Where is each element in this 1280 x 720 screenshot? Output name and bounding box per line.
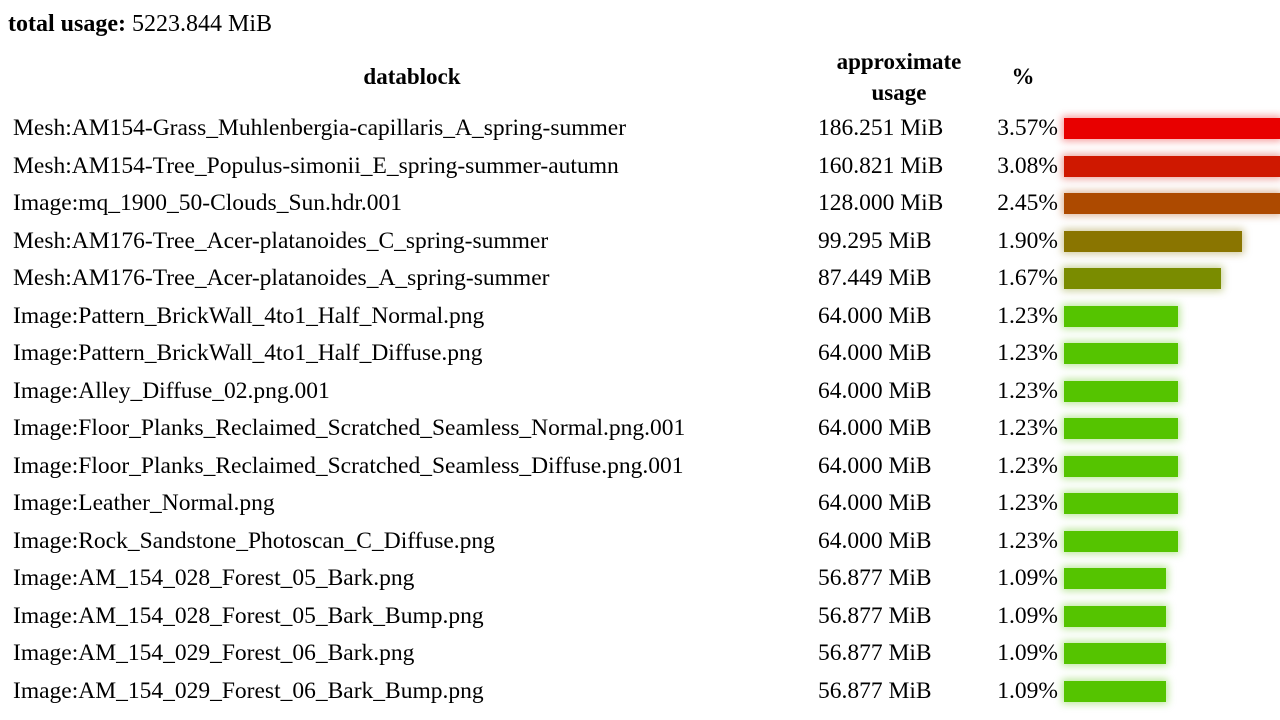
- datablock-name: Image:AM_154_029_Forest_06_Bark_Bump.png: [13, 677, 484, 704]
- datablock-name: Mesh:AM154-Tree_Populus-simonii_E_spring-summer-autumn: [13, 152, 619, 179]
- usage-bar: [1064, 531, 1178, 552]
- column-header-usage: [808, 46, 990, 108]
- total-usage-value: 5223.844 MiB: [131, 11, 272, 37]
- percent-value: 1.23%: [997, 415, 1058, 441]
- usage-bar: [1064, 156, 1280, 177]
- table-row: [0, 260, 1280, 298]
- percent-value: 1.23%: [997, 340, 1058, 366]
- usage-bar: [1064, 606, 1166, 627]
- usage-bar: [1064, 568, 1166, 589]
- percent-value: 1.23%: [997, 452, 1058, 479]
- percent-value: 1.09%: [997, 677, 1058, 704]
- datablock-name: Image:Pattern_BrickWall_4to1_Half_Diffuse.png: [13, 340, 483, 366]
- datablock-name: Image:Floor_Planks_Reclaimed_Scratched_Seamless_Normal.png.001: [13, 415, 686, 441]
- column-header-usage-line1: approximate: [836, 49, 962, 74]
- usage-value: 56.877 MiB: [818, 640, 932, 666]
- usage-bar: [1064, 456, 1178, 477]
- table-row: [0, 448, 1280, 486]
- usage-value: 64.000 MiB: [818, 415, 932, 441]
- usage-value: 87.449 MiB: [818, 265, 932, 291]
- usage-value: 128.000 MiB: [818, 190, 944, 216]
- percent-value: 1.23%: [997, 490, 1058, 516]
- percent-value: 1.09%: [997, 602, 1058, 629]
- usage-bar: [1064, 343, 1178, 364]
- percent-value: 1.23%: [997, 302, 1058, 329]
- total-usage-label: total usage:: [8, 11, 126, 37]
- percent-value: 1.09%: [997, 640, 1058, 666]
- percent-value: 1.23%: [997, 527, 1058, 554]
- usage-bar: [1064, 306, 1178, 327]
- percent-value: 1.90%: [997, 227, 1058, 254]
- usage-value: 56.877 MiB: [818, 602, 932, 629]
- datablock-name: Image:AM_154_028_Forest_05_Bark.png: [13, 565, 415, 591]
- usage-bar: [1064, 418, 1178, 439]
- table-row: [0, 410, 1280, 448]
- usage-bar: [1064, 643, 1166, 664]
- table-row: [0, 373, 1280, 411]
- datablock-name: Image:AM_154_029_Forest_06_Bark.png: [13, 640, 415, 666]
- usage-bar: [1064, 231, 1242, 252]
- percent-value: 2.45%: [997, 190, 1058, 216]
- usage-bar: [1064, 118, 1280, 139]
- percent-value: 1.23%: [997, 377, 1058, 404]
- usage-bar: [1064, 193, 1280, 214]
- percent-value: 1.67%: [997, 265, 1058, 291]
- datablock-name: Image:Pattern_BrickWall_4to1_Half_Normal.png: [13, 302, 485, 329]
- usage-value: 64.000 MiB: [818, 452, 932, 479]
- column-header-percent: %: [1011, 64, 1035, 89]
- datablock-name: Image:Rock_Sandstone_Photoscan_C_Diffuse.png: [13, 527, 495, 554]
- table-row: [0, 560, 1280, 598]
- table-row: [0, 110, 1280, 148]
- datablock-name: Mesh:AM176-Tree_Acer-platanoides_C_spring-summer: [13, 227, 549, 254]
- usage-value: 64.000 MiB: [818, 527, 932, 554]
- table-row: [0, 598, 1280, 636]
- datablock-name: Image:Alley_Diffuse_02.png.001: [13, 377, 330, 404]
- usage-bar: [1064, 493, 1178, 514]
- usage-value: 64.000 MiB: [818, 377, 932, 404]
- datablock-name: Mesh:AM176-Tree_Acer-platanoides_A_spring-summer: [13, 265, 550, 291]
- table-row: [0, 635, 1280, 673]
- usage-table: [0, 110, 1280, 710]
- usage-value: 56.877 MiB: [818, 677, 932, 704]
- percent-value: 3.08%: [997, 152, 1058, 179]
- table-row: [0, 335, 1280, 373]
- usage-value: 186.251 MiB: [818, 115, 944, 141]
- table-row: [0, 523, 1280, 561]
- usage-bar: [1064, 381, 1178, 402]
- table-row: [0, 223, 1280, 261]
- datablock-name: Image:AM_154_028_Forest_05_Bark_Bump.png: [13, 602, 484, 629]
- usage-value: 64.000 MiB: [818, 340, 932, 366]
- datablock-name: Image:Leather_Normal.png: [13, 490, 275, 516]
- usage-value: 64.000 MiB: [818, 302, 932, 329]
- total-usage: [8, 9, 272, 39]
- datablock-name: Image:Floor_Planks_Reclaimed_Scratched_Seamless_Diffuse.png.001: [13, 452, 684, 479]
- usage-bar: [1064, 681, 1166, 702]
- datablock-name: Mesh:AM154-Grass_Muhlenbergia-capillaris_A_spring-summer: [13, 115, 627, 141]
- usage-value: 64.000 MiB: [818, 490, 932, 516]
- usage-bar: [1064, 268, 1221, 289]
- table-row: [0, 185, 1280, 223]
- percent-value: 3.57%: [997, 115, 1058, 141]
- percent-value: 1.09%: [997, 565, 1058, 591]
- usage-value: 56.877 MiB: [818, 565, 932, 591]
- usage-value: 160.821 MiB: [818, 152, 944, 179]
- usage-value: 99.295 MiB: [818, 227, 932, 254]
- table-row: [0, 485, 1280, 523]
- table-row: [0, 298, 1280, 336]
- column-header-datablock: datablock: [363, 64, 461, 89]
- datablock-name: Image:mq_1900_50-Clouds_Sun.hdr.001: [13, 190, 403, 216]
- column-header-usage-line2: usage: [871, 80, 927, 105]
- table-row: [0, 148, 1280, 186]
- table-row: [0, 673, 1280, 711]
